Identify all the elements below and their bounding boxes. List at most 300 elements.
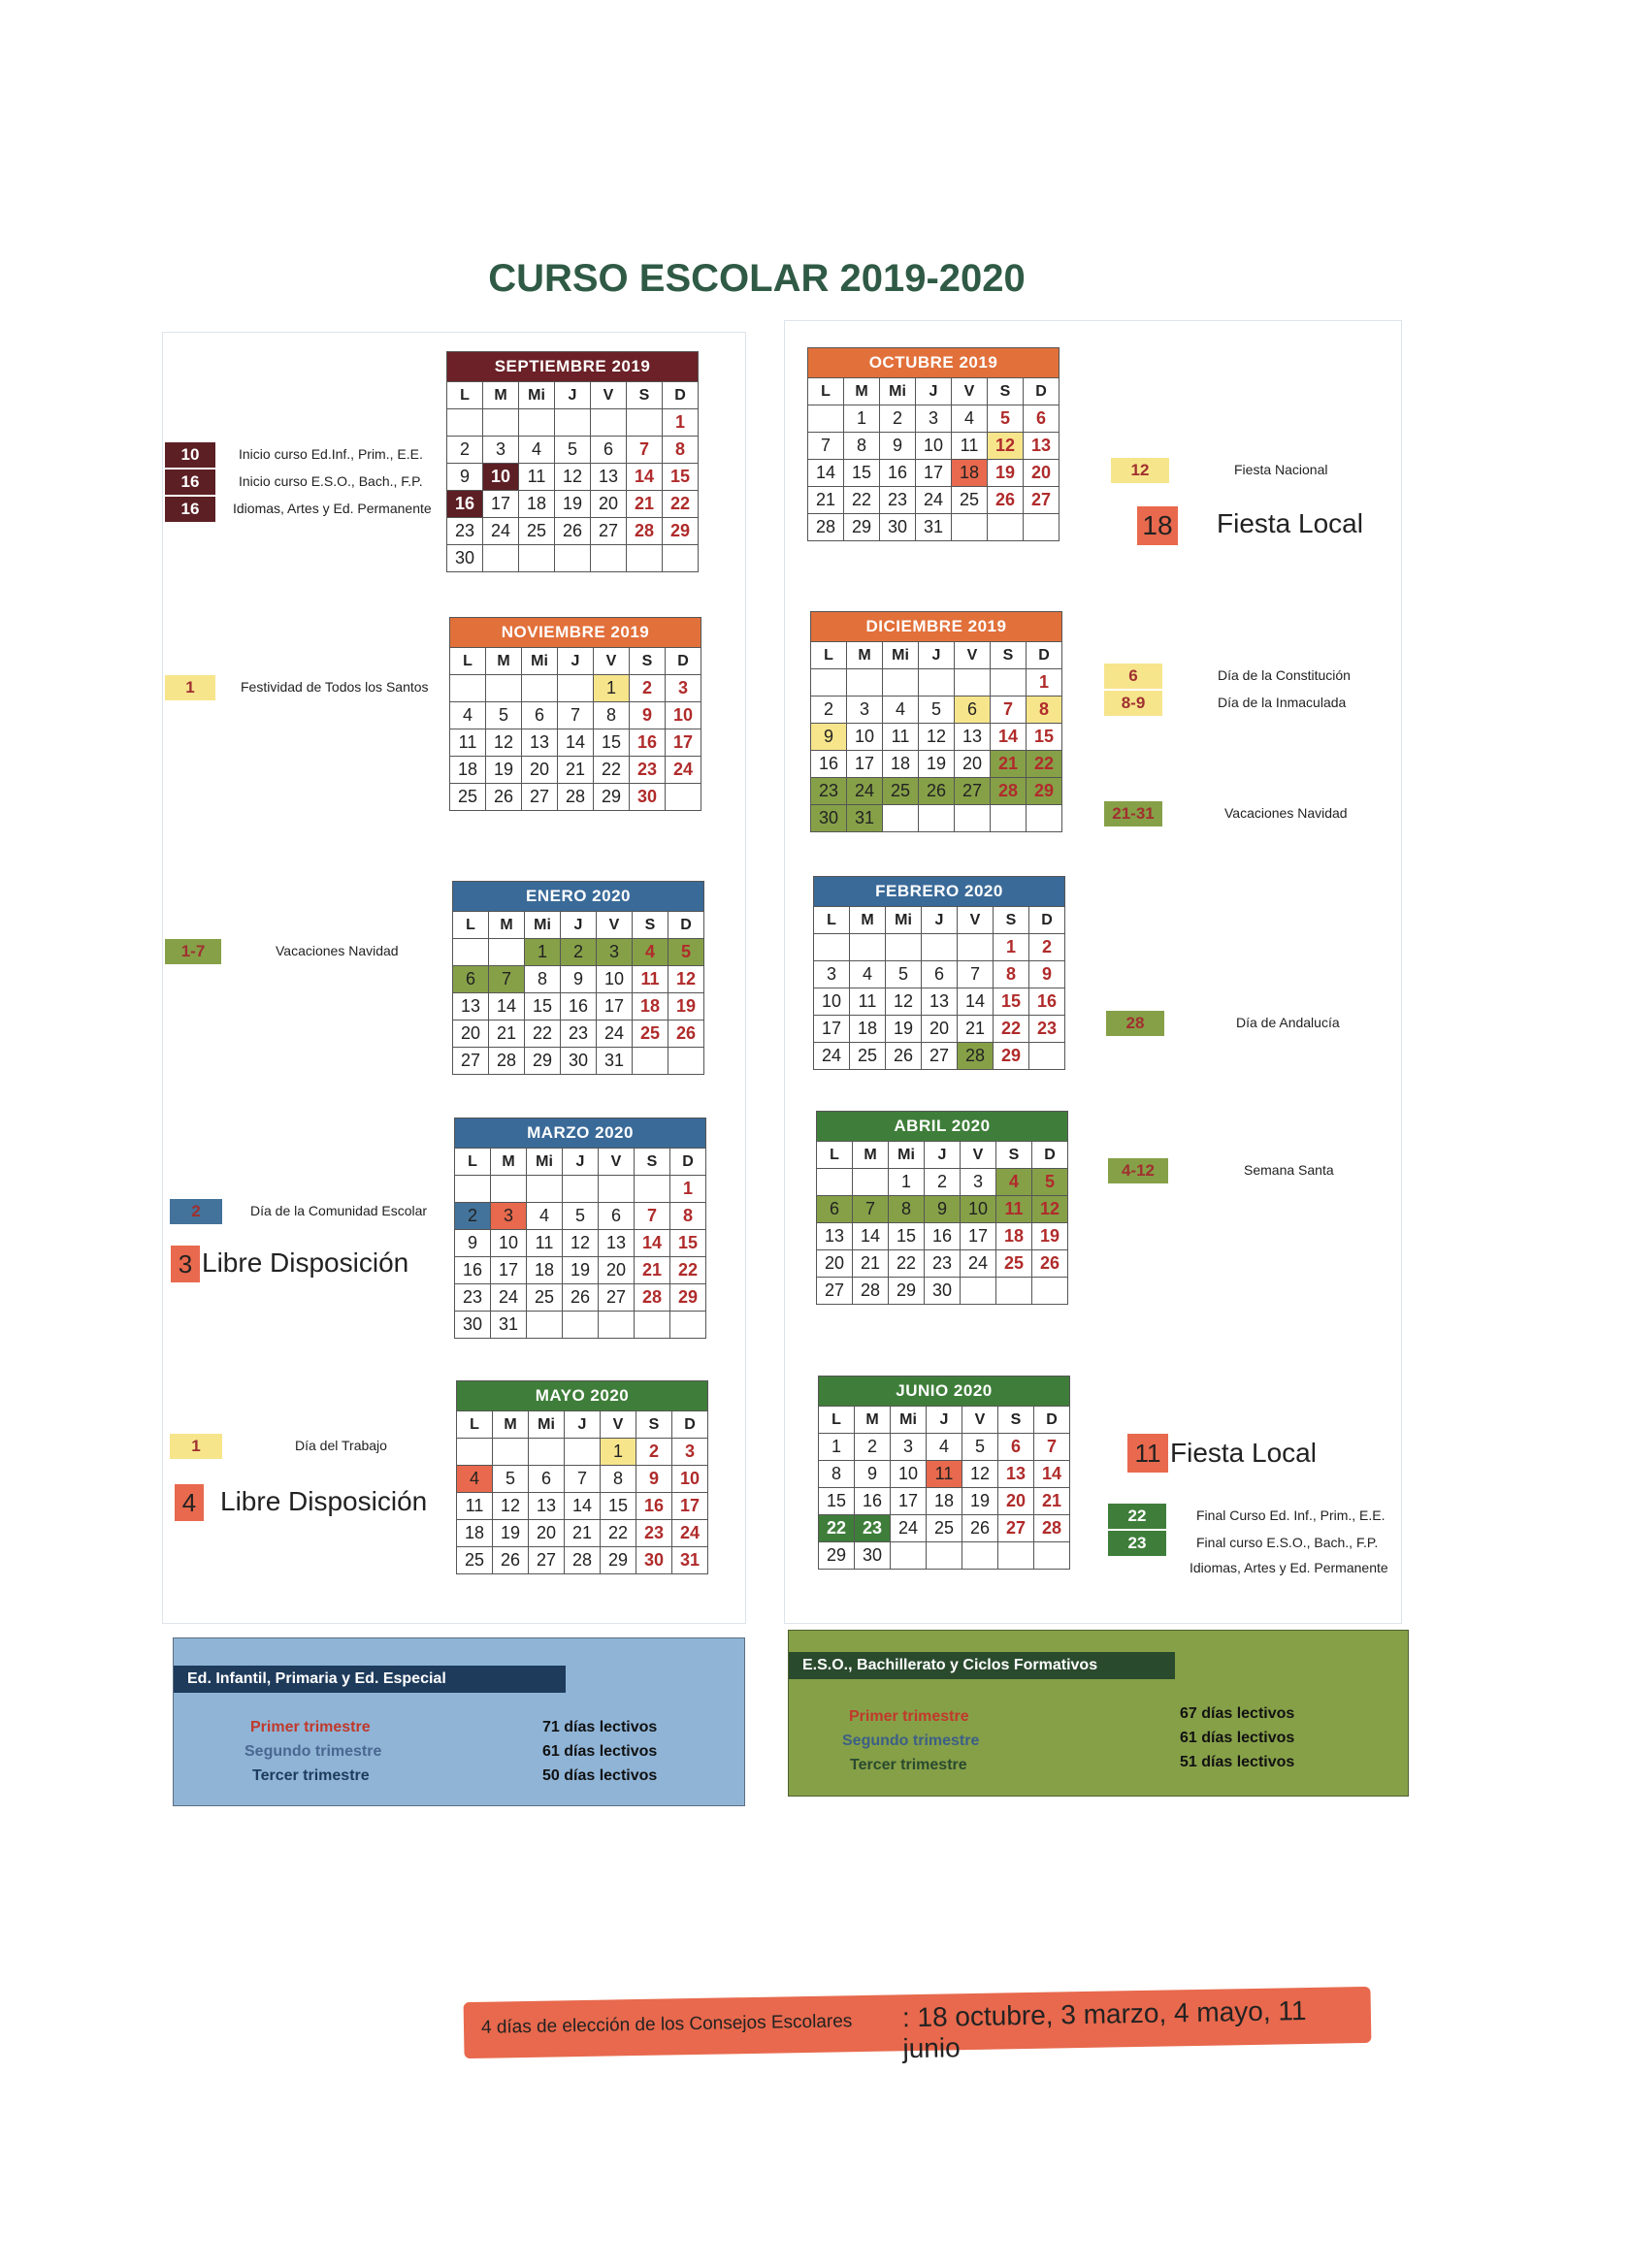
day-cell: 14 — [1034, 1461, 1070, 1488]
day-cell: 6 — [955, 697, 991, 724]
empty-cell — [455, 1176, 491, 1203]
empty-cell — [555, 409, 591, 437]
empty-cell — [919, 669, 955, 697]
day-cell: 24 — [597, 1021, 633, 1048]
weekday-label: J — [916, 378, 952, 405]
note-nov-1: Festividad de Todos los Santos — [241, 679, 429, 695]
weekday-label: L — [450, 648, 486, 675]
day-cell: 11 — [519, 464, 555, 491]
weekday-label: J — [565, 1411, 601, 1439]
day-cell: 18 — [850, 1016, 886, 1043]
day-cell: 8 — [594, 702, 630, 729]
day-cell: 13 — [591, 464, 627, 491]
day-cell: 25 — [457, 1547, 493, 1574]
summary-eso-title: E.S.O., Bachillerato y Ciclos Formativos — [789, 1652, 1175, 1679]
empty-cell — [668, 1048, 704, 1075]
day-cell: 17 — [666, 729, 701, 757]
day-cell: 12 — [1032, 1196, 1068, 1223]
day-cell: 8 — [1027, 697, 1062, 724]
day-cell: 1 — [889, 1169, 925, 1196]
day-cell: 19 — [962, 1488, 998, 1515]
badge-dic-8-9: 8-9 — [1104, 691, 1162, 716]
day-cell: 29 — [525, 1048, 561, 1075]
day-cell: 2 — [1029, 934, 1065, 961]
day-cell: 27 — [522, 784, 558, 811]
note-mar-1: Día de la Comunidad Escolar — [250, 1203, 428, 1218]
day-cell: 16 — [636, 1493, 672, 1520]
eso-d3: 51 días lectivos — [1180, 1754, 1295, 1770]
day-cell: 3 — [814, 961, 850, 988]
day-cell: 10 — [814, 988, 850, 1016]
weekday-label: L — [447, 382, 483, 409]
day-cell: 29 — [601, 1547, 636, 1574]
day-cell: 16 — [455, 1257, 491, 1284]
day-cell: 14 — [635, 1230, 670, 1257]
day-cell: 15 — [889, 1223, 925, 1250]
day-cell: 16 — [880, 460, 916, 487]
day-cell: 10 — [666, 702, 701, 729]
empty-cell — [961, 1278, 996, 1305]
day-cell: 15 — [670, 1230, 706, 1257]
day-cell: 7 — [991, 697, 1027, 724]
empty-cell — [955, 669, 991, 697]
weekday-label: D — [663, 382, 699, 409]
day-cell: 27 — [453, 1048, 489, 1075]
note-sept-3: Idiomas, Artes y Ed. Permanente — [233, 501, 432, 516]
weekday-label: Mi — [522, 648, 558, 675]
note-jun-3: Final curso E.S.O., Bach., F.P. — [1196, 1535, 1379, 1550]
day-cell: 2 — [855, 1434, 891, 1461]
day-cell: 17 — [597, 993, 633, 1021]
day-cell: 25 — [527, 1284, 563, 1312]
empty-cell — [996, 1278, 1032, 1305]
empty-cell — [998, 1542, 1034, 1570]
empty-cell — [563, 1312, 599, 1339]
badge-abr-4-12: 4-12 — [1108, 1158, 1168, 1183]
day-cell: 20 — [998, 1488, 1034, 1515]
day-cell: 8 — [670, 1203, 706, 1230]
badge-may-4: 4 — [175, 1484, 204, 1521]
day-cell: 18 — [927, 1488, 962, 1515]
day-cell: 18 — [527, 1257, 563, 1284]
day-cell: 10 — [597, 966, 633, 993]
empty-cell — [633, 1048, 668, 1075]
day-cell: 25 — [996, 1250, 1032, 1278]
infantil-d3: 50 días lectivos — [542, 1767, 658, 1784]
note-ene-1: Vacaciones Navidad — [276, 943, 399, 958]
empty-cell — [453, 939, 489, 966]
day-cell: 1 — [1027, 669, 1062, 697]
day-cell: 19 — [493, 1520, 529, 1547]
day-cell: 21 — [565, 1520, 601, 1547]
day-cell: 3 — [672, 1439, 708, 1466]
day-cell: 9 — [1029, 961, 1065, 988]
badge-dic-6: 6 — [1104, 664, 1162, 689]
day-cell: 23 — [811, 778, 847, 805]
eso-t1: Primer trimestre — [849, 1708, 969, 1725]
month-header: ABRIL 2020 — [817, 1112, 1068, 1142]
weekday-label: V — [955, 642, 991, 669]
day-cell: 11 — [450, 729, 486, 757]
day-cell: 4 — [883, 697, 919, 724]
empty-cell — [988, 514, 1024, 541]
day-cell: 17 — [814, 1016, 850, 1043]
empty-cell — [527, 1176, 563, 1203]
day-cell: 16 — [1029, 988, 1065, 1016]
day-cell: 20 — [922, 1016, 958, 1043]
day-cell: 1 — [670, 1176, 706, 1203]
badge-sept-16a: 16 — [165, 470, 215, 495]
day-cell: 25 — [883, 778, 919, 805]
day-cell: 21 — [489, 1021, 525, 1048]
eso-t2: Segundo trimestre — [842, 1733, 980, 1749]
day-cell: 13 — [817, 1223, 853, 1250]
badge-jun-11: 11 — [1127, 1434, 1168, 1473]
weekday-label: J — [563, 1149, 599, 1176]
weekday-label: L — [819, 1407, 855, 1434]
day-cell: 26 — [1032, 1250, 1068, 1278]
weekday-label: Mi — [529, 1411, 565, 1439]
empty-cell — [635, 1176, 670, 1203]
empty-cell — [811, 669, 847, 697]
day-cell: 8 — [663, 437, 699, 464]
weekday-label: J — [919, 642, 955, 669]
day-cell: 2 — [636, 1439, 672, 1466]
day-cell: 29 — [670, 1284, 706, 1312]
empty-cell — [663, 545, 699, 572]
day-cell: 31 — [491, 1312, 527, 1339]
day-cell: 4 — [927, 1434, 962, 1461]
calendar-ene — [452, 881, 704, 1075]
empty-cell — [886, 934, 922, 961]
day-cell: 22 — [819, 1515, 855, 1542]
day-cell: 12 — [555, 464, 591, 491]
weekday-label: V — [594, 648, 630, 675]
day-cell: 21 — [1034, 1488, 1070, 1515]
day-cell: 4 — [633, 939, 668, 966]
day-cell: 24 — [672, 1520, 708, 1547]
day-cell: 30 — [855, 1542, 891, 1570]
empty-cell — [489, 939, 525, 966]
badge-nov-1: 1 — [165, 675, 215, 700]
day-cell: 7 — [627, 437, 663, 464]
empty-cell — [850, 934, 886, 961]
empty-cell — [555, 545, 591, 572]
infantil-t1: Primer trimestre — [250, 1719, 371, 1735]
day-cell: 28 — [558, 784, 594, 811]
day-cell: 27 — [529, 1547, 565, 1574]
day-cell: 22 — [670, 1257, 706, 1284]
day-cell: 6 — [529, 1466, 565, 1493]
day-cell: 6 — [599, 1203, 635, 1230]
weekday-label: D — [1027, 642, 1062, 669]
note-jun-1: Fiesta Local — [1170, 1438, 1317, 1468]
day-cell: 29 — [994, 1043, 1029, 1070]
empty-cell — [635, 1312, 670, 1339]
weekday-label: M — [847, 642, 883, 669]
badge-oct-18: 18 — [1137, 506, 1178, 545]
day-cell: 11 — [927, 1461, 962, 1488]
month-header: JUNIO 2020 — [819, 1377, 1070, 1407]
badge-jun-22: 22 — [1108, 1504, 1166, 1529]
note-may-2: Libre Disposición — [220, 1486, 428, 1516]
day-cell: 23 — [1029, 1016, 1065, 1043]
empty-cell — [847, 669, 883, 697]
page-title: CURSO ESCOLAR 2019-2020 — [488, 257, 1026, 300]
day-cell: 18 — [450, 757, 486, 784]
weekday-label: S — [998, 1407, 1034, 1434]
note-oct-2: Fiesta Local — [1217, 508, 1363, 538]
day-cell: 18 — [883, 751, 919, 778]
weekday-label: M — [493, 1411, 529, 1439]
day-cell: 26 — [555, 518, 591, 545]
day-cell: 29 — [1027, 778, 1062, 805]
day-cell: 13 — [1024, 433, 1060, 460]
day-cell: 19 — [668, 993, 704, 1021]
day-cell: 28 — [489, 1048, 525, 1075]
weekday-label: Mi — [880, 378, 916, 405]
day-cell: 10 — [916, 433, 952, 460]
weekday-label: S — [636, 1411, 672, 1439]
day-cell: 22 — [525, 1021, 561, 1048]
weekday-label: S — [991, 642, 1027, 669]
badge-dic-21-31: 21-31 — [1104, 801, 1162, 826]
day-cell: 17 — [491, 1257, 527, 1284]
day-cell: 27 — [1024, 487, 1060, 514]
day-cell: 21 — [627, 491, 663, 518]
day-cell: 20 — [599, 1257, 635, 1284]
day-cell: 4 — [527, 1203, 563, 1230]
day-cell: 15 — [994, 988, 1029, 1016]
day-cell: 30 — [925, 1278, 961, 1305]
eso-t3: Tercer trimestre — [850, 1757, 967, 1773]
day-cell: 3 — [891, 1434, 927, 1461]
day-cell: 30 — [636, 1547, 672, 1574]
day-cell: 29 — [844, 514, 880, 541]
weekday-label: D — [670, 1149, 706, 1176]
note-dic-1: Día de la Constitución — [1218, 667, 1351, 683]
day-cell: 2 — [925, 1169, 961, 1196]
empty-cell — [955, 805, 991, 832]
day-cell: 7 — [635, 1203, 670, 1230]
day-cell: 28 — [627, 518, 663, 545]
day-cell: 25 — [633, 1021, 668, 1048]
day-cell: 19 — [988, 460, 1024, 487]
infantil-d2: 61 días lectivos — [542, 1743, 658, 1760]
day-cell: 30 — [880, 514, 916, 541]
empty-cell — [565, 1439, 601, 1466]
day-cell: 9 — [561, 966, 597, 993]
weekday-label: M — [844, 378, 880, 405]
weekday-label: V — [962, 1407, 998, 1434]
day-cell: 30 — [455, 1312, 491, 1339]
badge-ene-1-7: 1-7 — [165, 939, 221, 964]
day-cell: 13 — [922, 988, 958, 1016]
day-cell: 13 — [453, 993, 489, 1021]
day-cell: 12 — [668, 966, 704, 993]
month-header: SEPTIEMBRE 2019 — [447, 352, 699, 382]
empty-cell — [591, 545, 627, 572]
badge-oct-12: 12 — [1111, 458, 1169, 483]
day-cell: 15 — [819, 1488, 855, 1515]
weekday-label: S — [630, 648, 666, 675]
day-cell: 28 — [958, 1043, 994, 1070]
day-cell: 30 — [447, 545, 483, 572]
day-cell: 23 — [561, 1021, 597, 1048]
empty-cell — [627, 409, 663, 437]
day-cell: 10 — [491, 1230, 527, 1257]
day-cell: 29 — [819, 1542, 855, 1570]
day-cell: 5 — [555, 437, 591, 464]
day-cell: 4 — [519, 437, 555, 464]
day-cell: 25 — [850, 1043, 886, 1070]
weekday-label: Mi — [891, 1407, 927, 1434]
weekday-label: M — [491, 1149, 527, 1176]
day-cell: 26 — [988, 487, 1024, 514]
day-cell: 12 — [988, 433, 1024, 460]
note-abr-1: Semana Santa — [1244, 1162, 1334, 1178]
day-cell: 17 — [961, 1223, 996, 1250]
day-cell: 28 — [635, 1284, 670, 1312]
empty-cell — [670, 1312, 706, 1339]
day-cell: 13 — [529, 1493, 565, 1520]
weekday-label: V — [958, 907, 994, 934]
day-cell: 19 — [1032, 1223, 1068, 1250]
day-cell: 18 — [996, 1223, 1032, 1250]
day-cell: 14 — [958, 988, 994, 1016]
day-cell: 9 — [636, 1466, 672, 1493]
infantil-t3: Tercer trimestre — [252, 1767, 370, 1784]
day-cell: 14 — [627, 464, 663, 491]
calendar-mar — [454, 1118, 706, 1339]
day-cell: 9 — [855, 1461, 891, 1488]
day-cell: 2 — [447, 437, 483, 464]
day-cell: 23 — [880, 487, 916, 514]
day-cell: 8 — [889, 1196, 925, 1223]
badge-sept-16b: 16 — [165, 497, 215, 522]
day-cell: 1 — [601, 1439, 636, 1466]
day-cell: 24 — [814, 1043, 850, 1070]
empty-cell — [952, 514, 988, 541]
day-cell: 28 — [1034, 1515, 1070, 1542]
empty-cell — [519, 545, 555, 572]
day-cell: 7 — [489, 966, 525, 993]
weekday-label: Mi — [889, 1142, 925, 1169]
calendar-nov — [449, 617, 701, 811]
day-cell: 5 — [668, 939, 704, 966]
note-mar-2: Libre Disposición — [202, 1247, 409, 1278]
empty-cell — [591, 409, 627, 437]
day-cell: 20 — [1024, 460, 1060, 487]
day-cell: 27 — [922, 1043, 958, 1070]
day-cell: 3 — [666, 675, 701, 702]
day-cell: 14 — [808, 460, 844, 487]
day-cell: 10 — [672, 1466, 708, 1493]
day-cell: 16 — [561, 993, 597, 1021]
weekday-label: J — [561, 912, 597, 939]
weekday-label: D — [1024, 378, 1060, 405]
day-cell: 5 — [1032, 1169, 1068, 1196]
day-cell: 19 — [886, 1016, 922, 1043]
day-cell: 3 — [483, 437, 519, 464]
month-header: MAYO 2020 — [457, 1381, 708, 1411]
day-cell: 6 — [591, 437, 627, 464]
empty-cell — [991, 669, 1027, 697]
day-cell: 10 — [483, 464, 519, 491]
empty-cell — [522, 675, 558, 702]
day-cell: 8 — [819, 1461, 855, 1488]
day-cell: 9 — [455, 1230, 491, 1257]
day-cell: 2 — [630, 675, 666, 702]
footer-label: 4 días de elección de los Consejos Escolares — [480, 2011, 853, 2038]
day-cell: 21 — [958, 1016, 994, 1043]
day-cell: 12 — [493, 1493, 529, 1520]
weekday-label: L — [814, 907, 850, 934]
day-cell: 10 — [891, 1461, 927, 1488]
empty-cell — [1027, 805, 1062, 832]
day-cell: 2 — [455, 1203, 491, 1230]
empty-cell — [486, 675, 522, 702]
empty-cell — [599, 1176, 635, 1203]
day-cell: 24 — [961, 1250, 996, 1278]
day-cell: 19 — [555, 491, 591, 518]
day-cell: 1 — [663, 409, 699, 437]
day-cell: 20 — [817, 1250, 853, 1278]
weekday-label: J — [925, 1142, 961, 1169]
weekday-label: Mi — [525, 912, 561, 939]
day-cell: 26 — [962, 1515, 998, 1542]
day-cell: 8 — [994, 961, 1029, 988]
weekday-label: V — [591, 382, 627, 409]
day-cell: 14 — [489, 993, 525, 1021]
day-cell: 16 — [855, 1488, 891, 1515]
day-cell: 3 — [916, 405, 952, 433]
day-cell: 18 — [952, 460, 988, 487]
day-cell: 2 — [561, 939, 597, 966]
weekday-label: J — [927, 1407, 962, 1434]
day-cell: 15 — [1027, 724, 1062, 751]
note-oct-1: Fiesta Nacional — [1234, 462, 1328, 477]
empty-cell — [457, 1439, 493, 1466]
day-cell: 5 — [886, 961, 922, 988]
empty-cell — [853, 1169, 889, 1196]
day-cell: 24 — [666, 757, 701, 784]
eso-d1: 67 días lectivos — [1180, 1705, 1295, 1722]
badge-jun-23: 23 — [1108, 1531, 1166, 1556]
day-cell: 3 — [597, 939, 633, 966]
day-cell: 16 — [630, 729, 666, 757]
day-cell: 22 — [601, 1520, 636, 1547]
empty-cell — [493, 1439, 529, 1466]
day-cell: 30 — [811, 805, 847, 832]
day-cell: 29 — [889, 1278, 925, 1305]
weekday-label: M — [855, 1407, 891, 1434]
day-cell: 6 — [1024, 405, 1060, 433]
day-cell: 23 — [455, 1284, 491, 1312]
day-cell: 3 — [847, 697, 883, 724]
day-cell: 17 — [483, 491, 519, 518]
weekday-label: D — [1034, 1407, 1070, 1434]
day-cell: 24 — [916, 487, 952, 514]
day-cell: 11 — [633, 966, 668, 993]
weekday-label: V — [952, 378, 988, 405]
day-cell: 11 — [527, 1230, 563, 1257]
day-cell: 27 — [599, 1284, 635, 1312]
summary-infantil-title: Ed. Infantil, Primaria y Ed. Especial — [174, 1666, 566, 1693]
day-cell: 13 — [522, 729, 558, 757]
day-cell: 28 — [853, 1278, 889, 1305]
day-cell: 21 — [808, 487, 844, 514]
